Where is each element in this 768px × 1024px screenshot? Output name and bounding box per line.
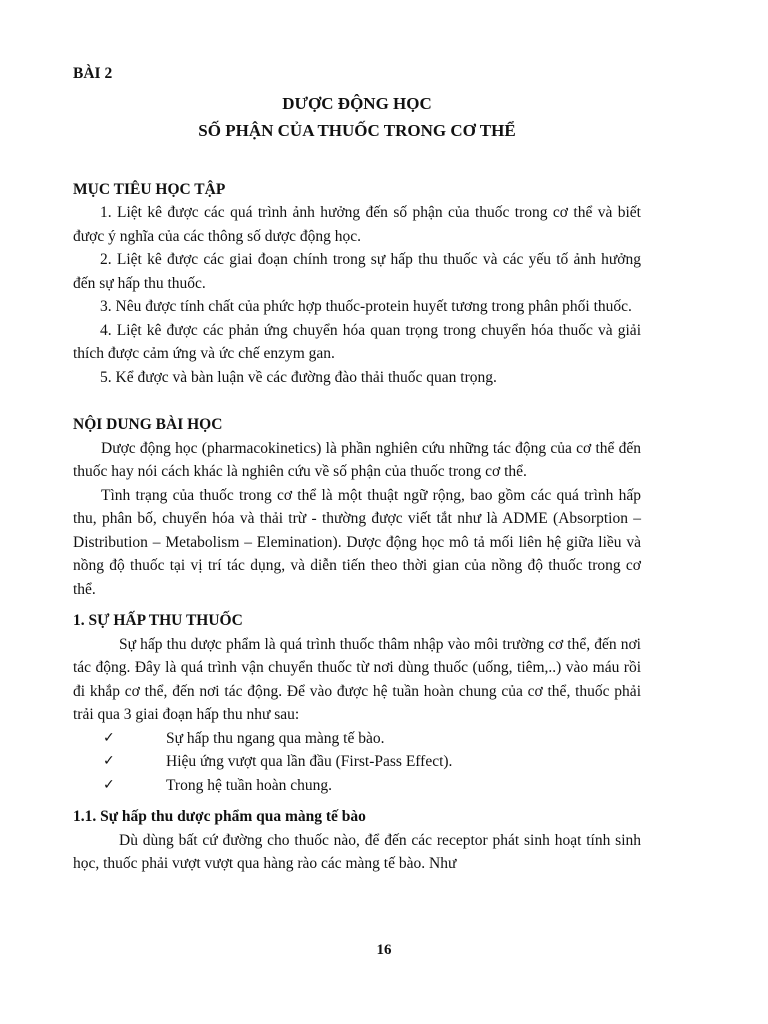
objective-item: 5. Kể được và bàn luận về các đường đào thải thuốc quan trọng.	[100, 368, 497, 386]
checkmark-icon: ✓	[103, 729, 115, 746]
section-1-1-paragraph: Dù dùng bất cứ đường cho thuốc nào, để đến các receptor phát sinh hoạt tính sinh học, thuốc phải vượt vượt qua hàng rào các màng tế bào. Như	[73, 831, 641, 872]
objective-item: 1. Liệt kê được các quá trình ảnh hưởng đến số phận của thuốc trong cơ thể và biết được ý nghĩa của các thông số dược động học.	[73, 204, 641, 245]
content-heading: NỘI DUNG BÀI HỌC	[73, 416, 223, 433]
title-line-2: SỐ PHẬN CỦA THUỐC TRONG CƠ THỂ	[198, 120, 516, 140]
check-list-text: Trong hệ tuần hoàn chung.	[166, 776, 333, 794]
document-page	[73, 62, 641, 876]
check-list-item	[73, 750, 641, 774]
lesson-label: BÀI 2	[73, 65, 113, 82]
check-list-item	[73, 774, 641, 798]
section-1-1-heading: 1.1. Sự hấp thu dược phẩm qua màng tế bào	[73, 808, 366, 825]
title-line-1: DƯỢC ĐỘNG HỌC	[282, 93, 432, 113]
objective-item: 4. Liệt kê được các phản ứng chuyển hóa quan trọng trong chuyển hóa thuốc và giải thích được cảm ứng và ức chế enzym gan.	[73, 321, 641, 362]
section-1-heading: 1. SỰ HẤP THU THUỐC	[73, 612, 243, 629]
content-paragraph-1: Dược động học (pharmacokinetics) là phần nghiên cứu những tác động của cơ thể đến thuốc hay nói cách khác là nghiên cứu về số phận của thuốc trong cơ thể.	[73, 439, 641, 480]
checkmark-icon: ✓	[103, 776, 115, 793]
objective-item: 2. Liệt kê được các giai đoạn chính trong sự hấp thu thuốc và các yếu tố ảnh hưởng đến sự hấp thu thuốc.	[73, 251, 641, 292]
content-paragraph-2: Tình trạng của thuốc trong cơ thể là một thuật ngữ rộng, bao gồm các quá trình hấp thu, phân bố, chuyển hóa và thải trừ - thường được viết tắt như là ADME (Absorption – Distribution – Metabolism – Elemination). Dược động học mô tả mối liên hệ giữa liều và nồng độ thuốc tại vị trí tác dụng, và diễn tiến theo thời gian của nồng độ thuốc trong cơ thể.	[73, 486, 641, 598]
check-list-text: Sự hấp thu ngang qua màng tế bào.	[166, 729, 385, 747]
objective-item: 3. Nêu được tính chất của phức hợp thuốc-protein huyết tương trong phân phối thuốc.	[100, 298, 632, 315]
section-1-paragraph: Sự hấp thu dược phẩm là quá trình thuốc thâm nhập vào môi trường cơ thể, đến nơi tác động. Đây là quá trình vận chuyển thuốc từ nơi dùng thuốc (uống, tiêm,..) vào máu rồi đi khắp cơ thể, đến nơi tác động. Để vào được hệ tuần hoàn chung của cơ thể, thuốc phải trải qua 3 giai đoạn hấp thu như sau:	[73, 635, 641, 723]
check-list-item	[73, 727, 641, 751]
check-list-text: Hiệu ứng vượt qua lần đầu (First-Pass Effect).	[166, 753, 453, 770]
objectives-heading: MỤC TIÊU HỌC TẬP	[73, 180, 226, 198]
page-number: 16	[376, 942, 392, 958]
checkmark-icon: ✓	[103, 753, 115, 769]
objectives-list	[73, 201, 641, 389]
